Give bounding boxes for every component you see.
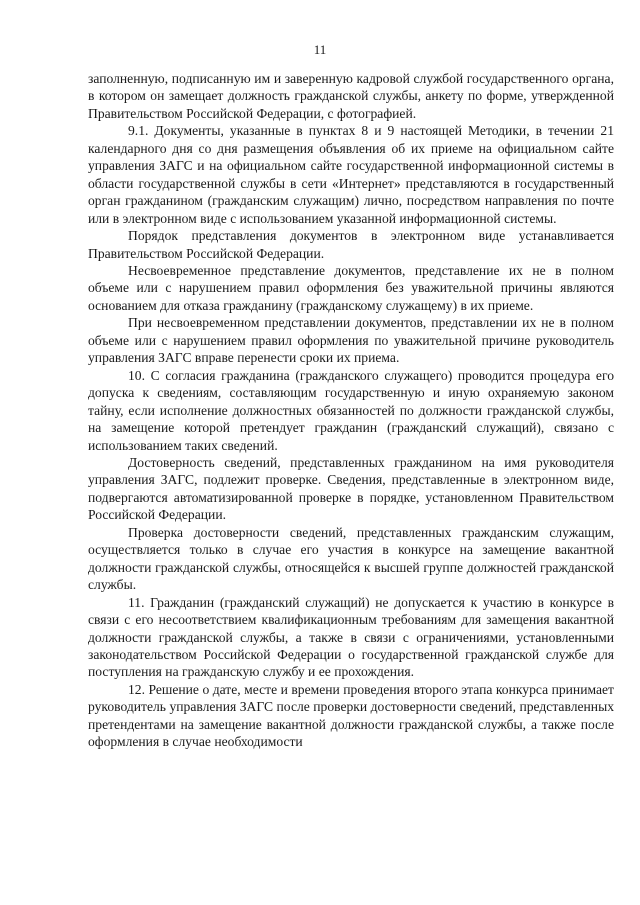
paragraph-verification-servants: Проверка достоверности сведений, представленных гражданским служащим, осуществляется только в случае его участия в конкурсе на замещение вакантной должности гражданской службы, относящейся к высшей группе должностей гражданской службы. (88, 524, 614, 593)
paragraph-refusal-grounds: Несвоевременное представление документов, представление их не в полном объеме или с нарушением правил оформления без уважительной причины являются основанием для отказа гражданину (гражданскому служащему) в их приеме. (88, 262, 614, 313)
paragraph-12: 12. Решение о дате, месте и времени проведения второго этапа конкурса принимает руководитель управления ЗАГС после проверки достоверности сведений, представленных претендентами на замещение вакантной должности гражданской службы, а также после оформления в случае необходимости (88, 681, 614, 750)
paragraph-electronic-submission: Порядок представления документов в электронном виде устанавливается Правительством Российской Федерации. (88, 228, 614, 261)
document-body (88, 70, 614, 751)
paragraph-continuation: заполненную, подписанную им и заверенную кадровой службой государственного органа, в котором он замещает должность гражданской службы, анкету по форме, утвержденной Правительством Российской Федерации, с фотографией. (88, 71, 614, 121)
paragraph-deadline-extension: При несвоевременном представлении документов, представлении их не в полном объеме или с нарушением правил оформления по уважительной причине руководитель управления ЗАГС вправе перенести сроки их приема. (88, 315, 614, 366)
paragraph-verification: Достоверность сведений, представленных гражданином на имя руководителя управления ЗАГС, подлежит проверке. Сведения, представленные в электронном виде, подвергаются автоматизированной проверке в порядке, установленном Правительством Российской Федерации. (88, 454, 614, 523)
page-number: 11 (313, 42, 327, 57)
paragraph-9-1: 9.1. Документы, указанные в пунктах 8 и 9 настоящей Методики, в течении 21 календарного дня со дня размещения объявления об их приеме на официальном сайте управления ЗАГС и на официальном сайте государственной информационной системы в области государственной службы в сети «Интернет» представляются в государственный орган гражданином (гражданским служащим) лично, посредством направления по почте или в электронном виде с использованием указанной информационной системы. (88, 123, 614, 226)
paragraph-11: 11. Гражданин (гражданский служащий) не допускается к участию в конкурсе в связи с его несоответствием квалификационным требованиям для замещения вакантной должности гражданской службы, а также в связи с ограничениями, установленными законодательством Российской Федерации о государственной гражданской службе для поступления на гражданскую службу и ее прохождения. (88, 594, 614, 680)
paragraph-10: 10. С согласия гражданина (гражданского служащего) проводится процедура его допуска к сведениям, составляющим государственную и иную охраняемую законом тайну, если исполнение должностных обязанностей по должности гражданской службы, на замещение которой претендует гражданин (гражданский служащий), связано с использованием таких сведений. (88, 367, 614, 453)
